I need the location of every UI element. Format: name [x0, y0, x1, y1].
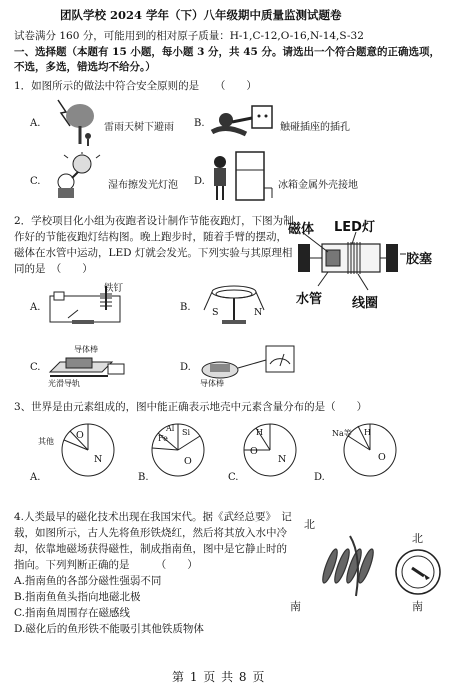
fridge-ground-icon	[210, 148, 274, 204]
direction-north-1: 北	[304, 518, 315, 531]
q2-option-c-label-rod: 导体棒	[74, 345, 98, 354]
q4-option-a: A.指南鱼的各部分磁性强弱不同	[14, 575, 162, 587]
q2-option-b-n: N	[254, 307, 263, 318]
q3-option-c-letter: C.	[228, 472, 239, 483]
q2-option-b-s: S	[212, 307, 219, 318]
q3-d-na: Na等	[332, 429, 352, 438]
section-heading: 一、选择题（本题有 15 小题，每小题 3 分，共 45 分。请选出一个符合题意的正确选项，	[14, 46, 440, 58]
exam-info: 试卷满分 160 分，可能用到的相对原子质量：H-1,C-12,O-16,N-14,S-32	[14, 30, 364, 42]
q2-option-d-letter: D.	[180, 362, 191, 373]
q1-option-a-text: 雷雨天树下避雨	[104, 122, 174, 133]
q3-d-h: H	[364, 428, 371, 437]
page-footer: 第 1 页 共 8 页	[172, 670, 266, 684]
direction-south-2: 南	[412, 600, 423, 613]
q3-option-a-letter: A.	[30, 472, 41, 483]
q4-line-3: 却，依靠地磁场获得磁性，制成指南鱼，图中是它静止时的	[14, 543, 287, 555]
q3-option-b-letter: B.	[138, 472, 149, 483]
q1-option-b-letter: B.	[194, 118, 205, 129]
q4-option-c: C.指南鱼周围存在磁感线	[14, 607, 130, 619]
q3-b-o: O	[184, 456, 192, 467]
q2-line-1: 2．学校项目化小组为夜跑者设计制作节能夜跑灯，下图为制	[14, 215, 294, 227]
q4-option-b: B.指南鱼鱼头指向地磁北极	[14, 591, 141, 603]
direction-north-2: 北	[412, 532, 423, 545]
q3-a-n: N	[94, 454, 103, 465]
q1-option-a-letter: A.	[30, 118, 41, 129]
q2-option-d-label: 导体棒	[200, 379, 224, 388]
q3-d-o: O	[378, 452, 386, 463]
pie-chart-b	[148, 420, 208, 480]
label-led: LED灯	[334, 220, 375, 235]
page-title: 团队学校 2024 学年（下）八年级期中质量监测试题卷	[60, 8, 342, 22]
compass-fish-figure	[290, 516, 446, 626]
q3-a-other: 其他	[38, 437, 54, 446]
label-coil: 线圈	[352, 296, 379, 311]
q3-b-fe: Fe	[158, 434, 168, 443]
q3-c-o: O	[250, 446, 258, 457]
q3-b-si: Si	[182, 428, 191, 437]
q4-line-2: 载，如图所示，古人先将鱼形铁烧红，然后将其放入水中冷	[14, 527, 287, 539]
direction-south-1: 南	[290, 600, 301, 613]
q2-line-4: 同的是 （ ）	[14, 263, 93, 275]
q4-line-1: 4.人类最早的磁化技术出现在我国宋代。据《武经总要》 记	[14, 511, 292, 523]
section-heading-cont: 不选，多选，错选均不给分。）	[14, 61, 156, 73]
q3-stem: 3、世界是由元素组成的，图中能正确表示地壳中元素含量分布的是（ ）	[14, 401, 368, 413]
q2-line-2: 作好的节能夜跑灯结构图。晚上跑步时，随着手臂的摆动，	[14, 231, 287, 243]
q2-option-c-letter: C.	[30, 362, 41, 373]
q1-option-d-letter: D.	[194, 176, 205, 187]
socket-touch-icon	[206, 104, 278, 140]
q1-stem: 1．如图所示的做法中符合安全原则的是 （ ）	[14, 80, 257, 92]
q3-c-n: N	[278, 454, 287, 465]
q2-option-b-letter: B.	[180, 302, 191, 313]
label-pipe: 水管	[296, 292, 323, 307]
q2-line-3: 磁体在水管中运动，LED 灯就会发光。下列实验与其原理相	[14, 247, 293, 259]
q3-option-d-letter: D.	[314, 472, 325, 483]
label-plug: 胶塞	[406, 252, 433, 267]
night-lamp-diagram	[288, 214, 444, 310]
coil-magnet-diagram	[196, 280, 276, 328]
wet-cloth-lamp-icon	[48, 152, 106, 198]
q1-option-b-text: 触碰插座的插孔	[280, 122, 350, 133]
q2-option-a-label: 铁钉	[104, 283, 124, 294]
q2-option-a-letter: A.	[30, 302, 41, 313]
q3-b-al: Al	[166, 424, 175, 433]
tree-lightning-icon	[50, 98, 100, 148]
q1-option-d-text: 冰箱金属外壳接地	[278, 180, 358, 191]
pie-chart-a	[58, 420, 118, 480]
pie-chart-c	[240, 420, 300, 480]
q2-option-c-label-rail: 光滑导轨	[48, 379, 80, 388]
label-magnet: 磁体	[288, 222, 315, 237]
q1-option-c-letter: C.	[30, 176, 41, 187]
q3-a-o: O	[76, 430, 84, 441]
q1-option-c-text: 湿布擦发光灯泡	[108, 180, 178, 191]
q3-c-h: H	[256, 428, 263, 437]
q4-line-4: 指向。下列判断正确的是 （ ）	[14, 559, 198, 571]
q4-option-d: D.磁化后的鱼形铁不能吸引其他铁质物体	[14, 623, 204, 635]
